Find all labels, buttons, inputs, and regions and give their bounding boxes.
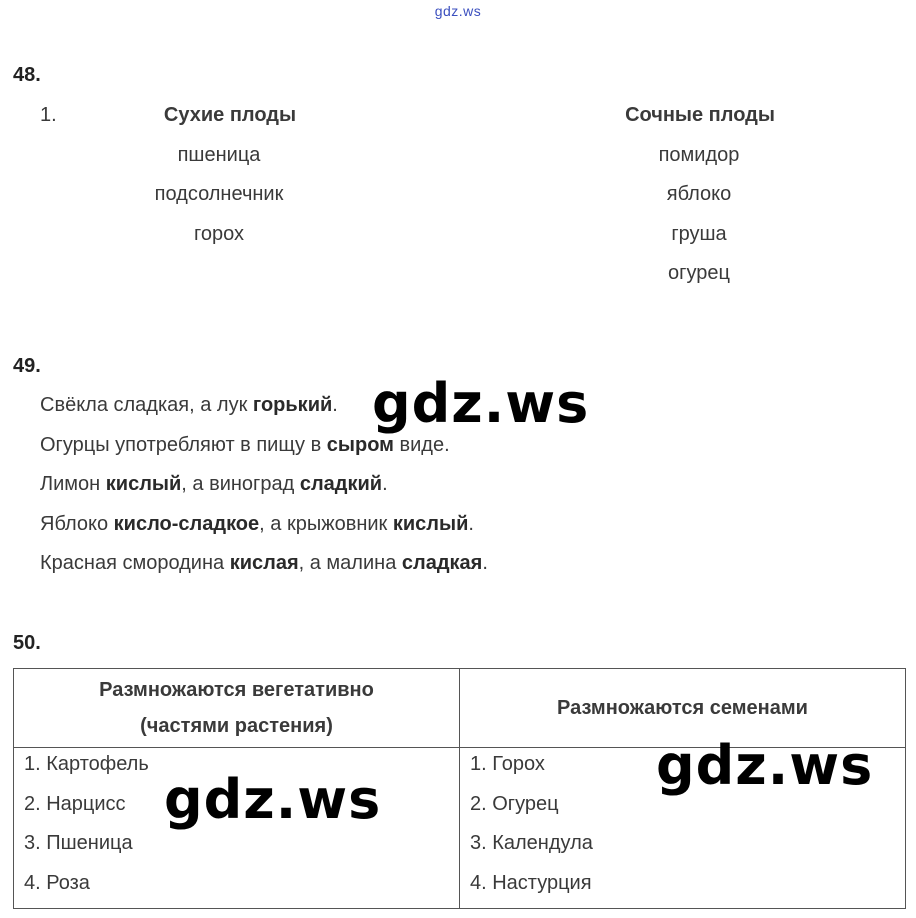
sentence-answer-word: сыром — [326, 434, 394, 456]
dry-fruit-item: подсолнечник — [154, 183, 284, 205]
top-watermark: gdz.ws — [434, 3, 482, 19]
sentence-text: виде. — [393, 434, 450, 456]
vegetative-item: 2. Нарцисс — [24, 792, 126, 815]
vegetative-header — [14, 669, 460, 748]
vegetative-item: 4. Роза — [24, 871, 90, 894]
juicy-fruit-item: груша — [671, 223, 727, 245]
sentence-text: . — [468, 513, 474, 535]
sentence-text: Лимон — [40, 473, 106, 495]
watermark-large: gdz.ws — [164, 768, 382, 831]
sentence-text: Красная смородина — [40, 552, 230, 574]
seeds-header: Размножаются семенами — [460, 669, 906, 748]
task-48-number: 48. — [13, 64, 41, 86]
vegetative-item: 3. Пшеница — [24, 832, 133, 854]
juicy-fruits-header: Сочные плоды — [625, 104, 775, 126]
sentence-answer-word: кислый — [105, 473, 182, 495]
sentence-text: , а крыжовник — [259, 513, 393, 535]
juicy-fruit-item: яблоко — [666, 183, 732, 205]
sentence-answer-word: кислый — [392, 513, 469, 535]
sentence-answer-word: сладкая — [401, 552, 483, 574]
vegetative-header-line-1: Размножаются вегетативно — [99, 679, 374, 701]
sentence-answer-word: сладкий — [299, 473, 383, 495]
task-49-sentence — [40, 394, 338, 417]
sentence-answer-word: кисло-сладкое — [113, 513, 260, 535]
sentence-text: Яблоко — [40, 513, 114, 535]
task-49-number: 49. — [13, 355, 41, 377]
sentence-text: . — [332, 394, 338, 416]
sentence-answer-word: кислая — [229, 552, 299, 574]
sentence-text: . — [382, 473, 388, 495]
seeds-item: 2. Огурец — [470, 792, 559, 815]
task-49-sentence — [40, 552, 488, 575]
juicy-fruit-item: помидор — [658, 144, 740, 166]
watermark-large: gdz.ws — [372, 372, 590, 435]
watermark-large: gdz.ws — [656, 734, 874, 797]
task-49-sentence — [40, 513, 474, 536]
dry-fruit-item: пшеница — [177, 144, 261, 166]
sentence-text: Свёкла сладкая, а лук — [40, 394, 253, 416]
dry-fruit-item: горох — [194, 223, 244, 245]
task-49-sentence — [40, 434, 450, 457]
juicy-fruit-item: огурец — [668, 262, 730, 284]
sentence-text: , а малина — [298, 552, 402, 574]
task-48-item-number: 1. — [40, 104, 57, 126]
vegetative-item: 1. Картофель — [24, 753, 149, 775]
vegetative-header-line-2: (частями растения) — [140, 715, 333, 737]
seeds-item: 1. Горох — [470, 753, 545, 775]
sentence-text: . — [482, 552, 488, 574]
task-50-number: 50. — [13, 632, 41, 654]
sentence-answer-word: горький — [252, 394, 333, 416]
seeds-item: 3. Календула — [470, 832, 593, 854]
task-49-sentence — [40, 473, 388, 496]
sentence-text: , а виноград — [181, 473, 300, 495]
seeds-item: 4. Настурция — [470, 871, 592, 894]
dry-fruits-header: Сухие плоды — [163, 104, 297, 126]
sentence-text: Огурцы употребляют в пищу в — [40, 434, 327, 456]
